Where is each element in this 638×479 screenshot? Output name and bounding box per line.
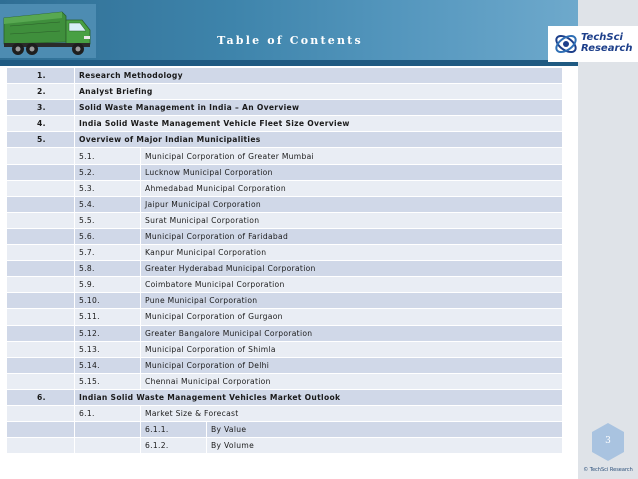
toc-title: Kanpur Municipal Corporation bbox=[141, 245, 563, 261]
toc-row bbox=[7, 100, 563, 116]
toc-row bbox=[7, 261, 563, 277]
toc-number: 5.14. bbox=[75, 357, 141, 373]
toc-title: Municipal Corporation of Faridabad bbox=[141, 228, 563, 244]
toc-number: 6.1.2. bbox=[141, 438, 207, 454]
toc-number: 5.6. bbox=[75, 228, 141, 244]
toc-row bbox=[7, 341, 563, 357]
toc-row bbox=[7, 325, 563, 341]
copyright-text: © TechSci Research bbox=[583, 467, 633, 473]
toc-number: 5. bbox=[7, 132, 75, 148]
toc-title: Ahmedabad Municipal Corporation bbox=[141, 180, 563, 196]
toc-title: Pune Municipal Corporation bbox=[141, 293, 563, 309]
toc-number: 3. bbox=[7, 100, 75, 116]
toc-indent-cell bbox=[7, 228, 75, 244]
toc-title: Chennai Municipal Corporation bbox=[141, 373, 563, 389]
toc-indent-cell bbox=[7, 212, 75, 228]
toc-title: Surat Municipal Corporation bbox=[141, 212, 563, 228]
toc-row bbox=[7, 164, 563, 180]
toc-number: 5.12. bbox=[75, 325, 141, 341]
toc-number: 5.1. bbox=[75, 148, 141, 164]
toc-number: 5.13. bbox=[75, 341, 141, 357]
toc-number: 1. bbox=[7, 68, 75, 84]
toc-number: 5.5. bbox=[75, 212, 141, 228]
toc-row bbox=[7, 422, 563, 438]
toc-title: Jaipur Municipal Corporation bbox=[141, 196, 563, 212]
toc-title: Research Methodology bbox=[75, 68, 563, 84]
toc-indent-cell bbox=[7, 438, 75, 454]
toc-number: 5.3. bbox=[75, 180, 141, 196]
toc-indent-cell bbox=[7, 373, 75, 389]
toc-title: Market Size & Forecast bbox=[141, 405, 563, 421]
logo-text-line1: TechSci bbox=[581, 32, 623, 43]
toc-row bbox=[7, 357, 563, 373]
logo-swirl-icon bbox=[552, 29, 580, 59]
toc-title: Analyst Briefing bbox=[75, 84, 563, 100]
toc-row bbox=[7, 293, 563, 309]
toc-indent-cell bbox=[7, 180, 75, 196]
page-number: 3 bbox=[605, 436, 611, 446]
toc-title: India Solid Waste Management Vehicle Fleet Size Overview bbox=[75, 116, 563, 132]
page-title: Table of Contents bbox=[217, 34, 363, 47]
techsci-logo bbox=[548, 26, 638, 62]
toc-row bbox=[7, 68, 563, 84]
toc-number: 5.9. bbox=[75, 277, 141, 293]
toc-row bbox=[7, 373, 563, 389]
toc-title: Solid Waste Management in India – An Overview bbox=[75, 100, 563, 116]
toc-row bbox=[7, 148, 563, 164]
toc-title: By Value bbox=[207, 422, 563, 438]
toc-row bbox=[7, 405, 563, 421]
toc-row bbox=[7, 309, 563, 325]
toc-title: Municipal Corporation of Gurgaon bbox=[141, 309, 563, 325]
toc-row bbox=[7, 196, 563, 212]
toc-indent-cell bbox=[7, 293, 75, 309]
toc-indent-cell bbox=[7, 309, 75, 325]
toc-row bbox=[7, 277, 563, 293]
toc-row bbox=[7, 389, 563, 405]
toc-number: 5.8. bbox=[75, 261, 141, 277]
toc-number: 5.11. bbox=[75, 309, 141, 325]
toc-row bbox=[7, 228, 563, 244]
toc-number: 6. bbox=[7, 389, 75, 405]
toc-number: 6.1.1. bbox=[141, 422, 207, 438]
toc-title: Greater Bangalore Municipal Corporation bbox=[141, 325, 563, 341]
toc-row bbox=[7, 116, 563, 132]
toc-indent-cell bbox=[75, 438, 141, 454]
toc-title: Indian Solid Waste Management Vehicles Market Outlook bbox=[75, 389, 563, 405]
toc-row bbox=[7, 438, 563, 454]
logo-text-line2: Research bbox=[581, 43, 633, 54]
right-sidebar-panel bbox=[578, 0, 638, 479]
toc-number: 5.15. bbox=[75, 373, 141, 389]
toc-row bbox=[7, 212, 563, 228]
garbage-truck-icon bbox=[0, 4, 96, 58]
toc-title: Municipal Corporation of Greater Mumbai bbox=[141, 148, 563, 164]
toc-title: Lucknow Municipal Corporation bbox=[141, 164, 563, 180]
toc-indent-cell bbox=[7, 261, 75, 277]
toc-indent-cell bbox=[7, 341, 75, 357]
toc-row bbox=[7, 245, 563, 261]
toc-number: 6.1. bbox=[75, 405, 141, 421]
toc-row bbox=[7, 180, 563, 196]
toc-indent-cell bbox=[7, 245, 75, 261]
toc-row bbox=[7, 84, 563, 100]
toc-number: 4. bbox=[7, 116, 75, 132]
toc-indent-cell bbox=[7, 405, 75, 421]
toc-indent-cell bbox=[75, 422, 141, 438]
toc-indent-cell bbox=[7, 325, 75, 341]
toc-indent-cell bbox=[7, 196, 75, 212]
toc-table bbox=[6, 67, 563, 454]
toc-number: 5.4. bbox=[75, 196, 141, 212]
toc-title: Overview of Major Indian Municipalities bbox=[75, 132, 563, 148]
toc-title: Coimbatore Municipal Corporation bbox=[141, 277, 563, 293]
toc-number: 5.2. bbox=[75, 164, 141, 180]
toc-indent-cell bbox=[7, 164, 75, 180]
toc-indent-cell bbox=[7, 357, 75, 373]
toc-title: Municipal Corporation of Delhi bbox=[141, 357, 563, 373]
toc-title: Greater Hyderabad Municipal Corporation bbox=[141, 261, 563, 277]
toc-row bbox=[7, 132, 563, 148]
toc-number: 5.10. bbox=[75, 293, 141, 309]
toc-indent-cell bbox=[7, 148, 75, 164]
toc-title: By Volume bbox=[207, 438, 563, 454]
toc-indent-cell bbox=[7, 277, 75, 293]
toc-title: Municipal Corporation of Shimla bbox=[141, 341, 563, 357]
toc-number: 5.7. bbox=[75, 245, 141, 261]
toc-number: 2. bbox=[7, 84, 75, 100]
header-underline bbox=[0, 60, 578, 66]
toc-indent-cell bbox=[7, 422, 75, 438]
